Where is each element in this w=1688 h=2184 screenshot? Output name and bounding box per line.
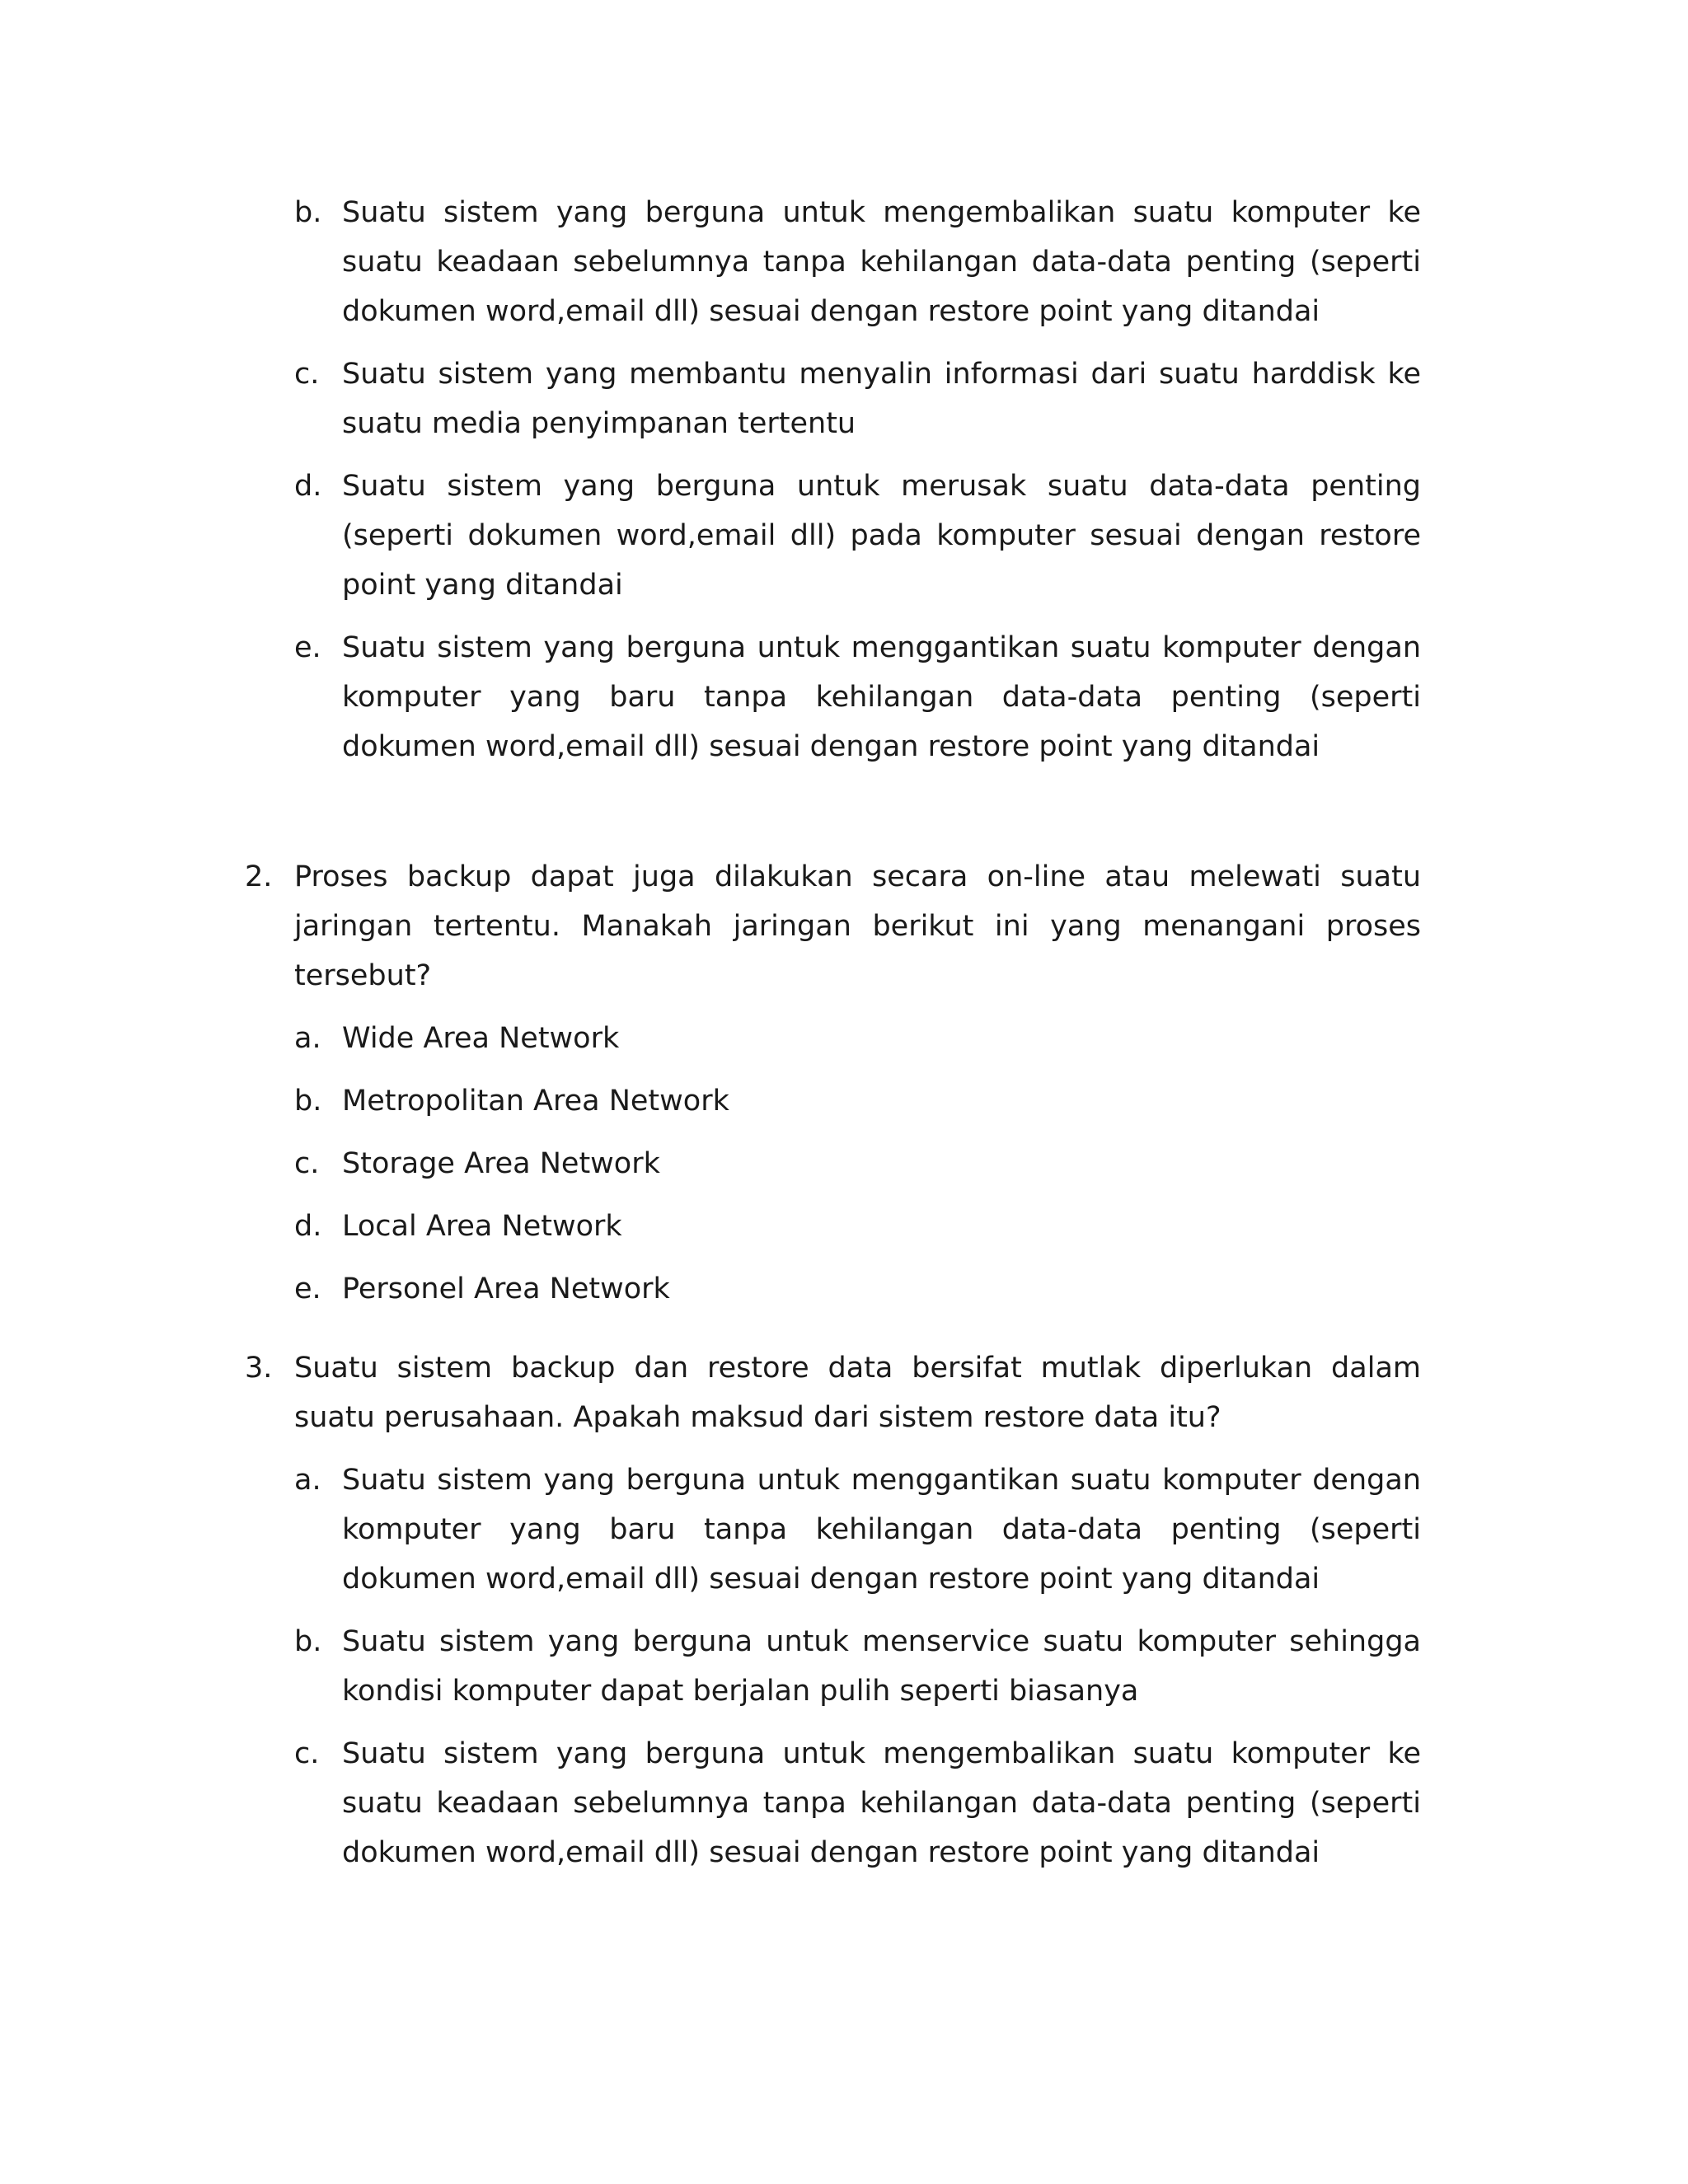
option-label: d. [294, 470, 322, 503]
option-label: a. [294, 1022, 321, 1055]
question-number: 2. [245, 860, 273, 893]
option-a [0, 1014, 1688, 1063]
option-b [0, 1076, 1688, 1126]
option-text: Suatu sistem yang berguna untuk menservice suatu komputer sehingga kondisi komputer dapat berjalan pulih seperti biasanya [342, 1625, 1421, 1708]
option-text: Personel Area Network [342, 1272, 670, 1305]
option-e [0, 623, 1688, 771]
question-text: Suatu sistem backup dan restore data bersifat mutlak diperlukan dalam suatu perusahaan. Apakah maksud dari sistem restore data itu? [294, 1352, 1421, 1434]
option-text: Local Area Network [342, 1210, 622, 1243]
option-label: c. [294, 1147, 320, 1180]
question-stem [0, 1343, 1688, 1442]
option-d [0, 1202, 1688, 1251]
option-text: Suatu sistem yang berguna untuk menggantikan suatu komputer dengan komputer yang baru tanpa kehilangan data-data penting (seperti dokumen word,email dll) sesuai dengan restore point yang ditandai [342, 631, 1421, 763]
option-label: c. [294, 1737, 320, 1770]
option-label: b. [294, 1085, 322, 1118]
option-label: b. [294, 1625, 322, 1658]
question-2 [0, 852, 1688, 1327]
option-text: Suatu sistem yang berguna untuk menggantikan suatu komputer dengan komputer yang baru tanpa kehilangan data-data penting (seperti dokumen word,email dll) sesuai dengan restore point yang ditandai [342, 1464, 1421, 1596]
option-label: d. [294, 1210, 322, 1243]
option-text: Storage Area Network [342, 1147, 660, 1180]
option-b [0, 1617, 1688, 1716]
option-e [0, 1264, 1688, 1314]
option-label: a. [294, 1464, 321, 1497]
option-d [0, 462, 1688, 610]
previous-question-options [0, 188, 1688, 785]
question-text: Proses backup dapat juga dilakukan secara on-line atau melewati suatu jaringan tertentu. Manakah jaringan berikut ini yang menangani proses tersebut? [294, 860, 1421, 992]
option-text: Suatu sistem yang berguna untuk mengembalikan suatu komputer ke suatu keadaan sebelumnya tanpa kehilangan data-data penting (seperti dokumen word,email dll) sesuai dengan restore point yang ditandai [342, 196, 1421, 328]
option-label: b. [294, 196, 322, 229]
option-label: c. [294, 358, 320, 391]
option-label: e. [294, 1272, 321, 1305]
option-text: Wide Area Network [342, 1022, 620, 1055]
option-label: e. [294, 631, 321, 664]
option-c [0, 1729, 1688, 1877]
option-c [0, 349, 1688, 448]
option-c [0, 1139, 1688, 1188]
question-3 [0, 1343, 1688, 1891]
option-text: Suatu sistem yang berguna untuk merusak suatu data-data penting (seperti dokumen word,email dll) pada komputer sesuai dengan restore point yang ditandai [342, 470, 1421, 602]
question-number: 3. [245, 1352, 273, 1385]
option-b [0, 188, 1688, 336]
option-text: Suatu sistem yang membantu menyalin informasi dari suatu harddisk ke suatu media penyimpanan tertentu [342, 358, 1421, 440]
option-a [0, 1455, 1688, 1604]
option-text: Metropolitan Area Network [342, 1085, 729, 1118]
option-text: Suatu sistem yang berguna untuk mengembalikan suatu komputer ke suatu keadaan sebelumnya tanpa kehilangan data-data penting (seperti dokumen word,email dll) sesuai dengan restore point yang ditandai [342, 1737, 1421, 1869]
question-stem [0, 852, 1688, 1001]
